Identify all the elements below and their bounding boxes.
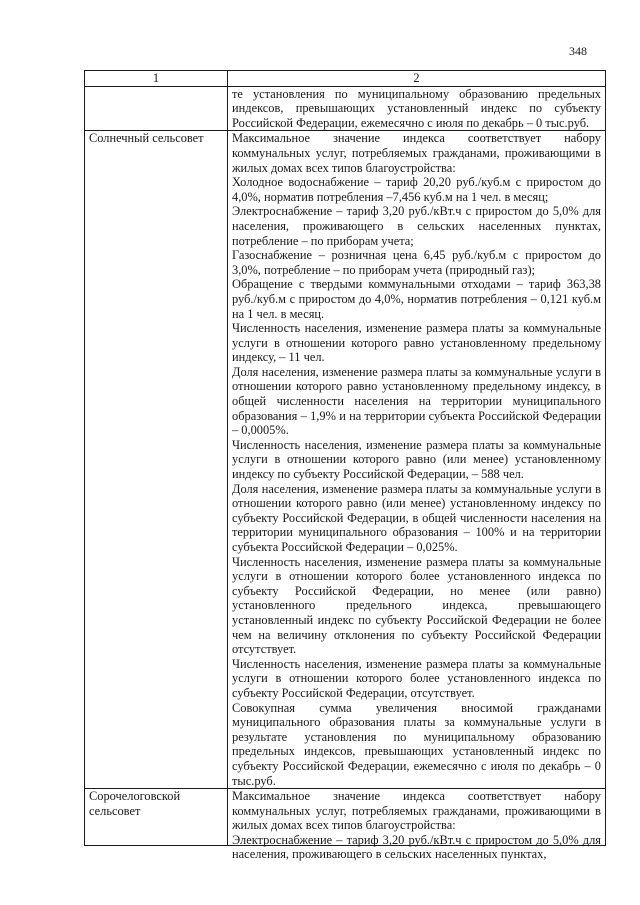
content-cell xyxy=(228,86,606,131)
paragraph: Обращение с твердыми коммунальными отходами – тариф 363,38 руб./куб.м с приростом до 4,0%, норматив потребления – 0,121 куб.м на 1 чел. в месяц. xyxy=(232,277,601,321)
paragraph: Численность населения, изменение размера платы за коммунальные услуги в отношении которого равно (или менее) установленному индексу по субъекту Российской Федерации, – 588 чел. xyxy=(232,437,601,482)
data-table xyxy=(84,70,606,862)
table-header-row xyxy=(85,71,606,87)
paragraph: Электроснабжение – тариф 3,20 руб./кВт.ч с приростом до 5,0% для населения, проживающего в сельских населенных пунктах, xyxy=(232,832,601,862)
paragraph: Газоснабжение – розничная цена 6,45 руб./куб.м с приростом до 3,0%, потребление – по приборам учета (природный газ); xyxy=(232,248,601,277)
column-header-2: 2 xyxy=(228,71,606,87)
paragraph: Максимальное значение индекса соответствует набору коммунальных услуг, потребляемых гражданами, проживающими в жилых домах всех типов благоустройства: xyxy=(232,131,601,175)
paragraph: те установления по муниципальному образованию предельных индексов, превышающих установленный индекс по субъекту Российской Федерации, ежемесячно с июля по декабрь – 0 тыс.руб. xyxy=(232,86,601,130)
paragraph: Электроснабжение – тариф 3,20 руб./кВт.ч с приростом до 5,0% для населения, проживающего в сельских населенных пунктах, потребление – по приборам учета; xyxy=(232,204,601,248)
page-number: 348 xyxy=(569,44,587,58)
column-header-1: 1 xyxy=(85,71,228,87)
paragraph: Холодное водоснабжение – тариф 20,20 руб./куб.м с приростом до 4,0%, норматив потребления –7,456 куб.м на 1 чел. в месяц; xyxy=(232,175,601,204)
table-row xyxy=(85,86,606,131)
paragraph: Доля населения, изменение размера платы за коммунальные услуги в отношении которого равно установленному предельному индексу, в общей численности населения на территории муниципального образования – 1,9% и на территории субъекта Российской Федерации – 0,0005%. xyxy=(232,364,601,438)
paragraph: Доля населения, изменение размера платы за коммунальные услуги в отношении которого равно (или менее) установленному индексу по субъекту Российской Федерации, в общей численности населения на территории муниципального образования – 100% и на территории субъекта Российской Федерации – 0,025%. xyxy=(232,481,601,554)
paragraph: Максимальное значение индекса соответствует набору коммунальных услуг, потребляемых гражданами, проживающими в жилых домах всех типов благоустройства: xyxy=(232,789,601,833)
region-cell: Солнечный сельсовет xyxy=(85,131,228,789)
content-cell xyxy=(228,789,606,862)
paragraph: Численность населения, изменение размера платы за коммунальные услуги в отношении которого равно установленному предельному индексу, – 11 чел. xyxy=(232,321,601,365)
table-row xyxy=(85,131,606,789)
paragraph: Численность населения, изменение размера платы за коммунальные услуги в отношении которого более установленного индекса по субъекту Российской Федерации, но менее (или равно) установленного предельного индекса, превышающего установленный индекс по субъекту Российской Федерации не более чем на величину отклонения по субъекту Российской Федерации отсутствует. xyxy=(232,554,601,657)
region-cell xyxy=(85,86,228,131)
table-row xyxy=(85,789,606,846)
content-cell xyxy=(228,131,606,789)
truncated-cell-content xyxy=(232,789,601,862)
paragraph: Совокупная сумма увеличения вносимой гражданами муниципального образования платы за коммунальные услуги в результате установления по муниципальному образованию предельных индексов, превышающих установленный индекс по субъекту Российской Федерации, ежемесячно с июля по декабрь – 0 тыс.руб. xyxy=(232,700,601,788)
region-cell: Сорочелоговской сельсовет xyxy=(85,789,228,846)
paragraph: Численность населения, изменение размера платы за коммунальные услуги в отношении которого более установленного индекса по субъекту Российской Федерации, отсутствует. xyxy=(232,656,601,700)
